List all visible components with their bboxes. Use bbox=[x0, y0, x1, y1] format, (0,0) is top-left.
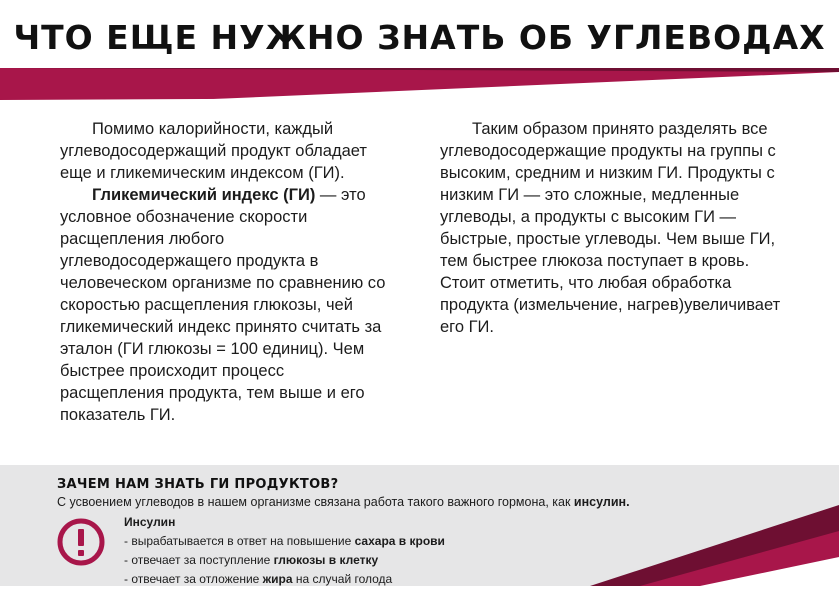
right-paragraph-1: Таким образом принято разделять все углеводосодержащие продукты на группы с высоким, средним и низким ГИ. Продукты с низким ГИ — это сложные, медленные углеводы, а продукты с высоким ГИ — быстрые, простые углеводы. Чем выше ГИ, тем быстрее глюкоза поступает в кровь. Стоит отметить, что любая обработка продукта (измельчение, нагрев)увеличивает его ГИ. bbox=[440, 120, 781, 336]
gi-term: Гликемический индекс (ГИ) bbox=[92, 186, 316, 204]
insulin-item-2-bold: глюкозы в клетку bbox=[273, 553, 379, 567]
insulin-item-1 bbox=[124, 532, 445, 551]
insulin-item-3-text: - отвечает за отложение bbox=[124, 572, 263, 586]
intro-insulin: инсулин. bbox=[573, 495, 630, 509]
insulin-item-1-bold: сахара в крови bbox=[354, 534, 445, 548]
insulin-item-2-text: - отвечает за поступление bbox=[124, 553, 274, 567]
accent-banner bbox=[0, 68, 839, 100]
right-column bbox=[440, 118, 790, 338]
gi-definition: — это условное обозначение скорости расщепления любого углеводосодержащего продукта в человеческом организме по сравнению со скоростью расщепления глюкозы, чей гликемический индекс принято считать за эталон (ГИ глюкозы = 100 единиц). Чем быстрее происходит процесс расщепления продукта, тем выше и его показатель ГИ. bbox=[60, 186, 386, 424]
exclamation-icon bbox=[56, 517, 106, 567]
left-paragraph-1: Помимо калорийности, каждый углеводосодержащий продукт обладает еще и гликемическим индексом (ГИ). bbox=[60, 120, 367, 182]
section-heading: ЗАЧЕМ НАМ ЗНАТЬ ГИ ПРОДУКТОВ? bbox=[57, 477, 339, 492]
insulin-item-1-text: - вырабатывается в ответ на повышение bbox=[124, 534, 355, 548]
insulin-list bbox=[124, 513, 445, 589]
intro-text: С усвоением углеводов в нашем организме связана работа такого важного гормона, как bbox=[57, 495, 574, 509]
page-title: ЧТО ЕЩЕ НУЖНО ЗНАТЬ ОБ УГЛЕВОДАХ bbox=[13, 18, 826, 57]
section-intro bbox=[57, 495, 630, 509]
insulin-item-2 bbox=[124, 551, 445, 570]
left-paragraph-2 bbox=[60, 184, 390, 426]
insulin-item-3-bold: жира bbox=[262, 572, 293, 586]
insulin-item-3-suffix: на случай голода bbox=[292, 572, 393, 586]
insulin-heading: Инсулин bbox=[124, 515, 176, 529]
left-column bbox=[60, 118, 390, 426]
insulin-item-3 bbox=[124, 570, 445, 589]
